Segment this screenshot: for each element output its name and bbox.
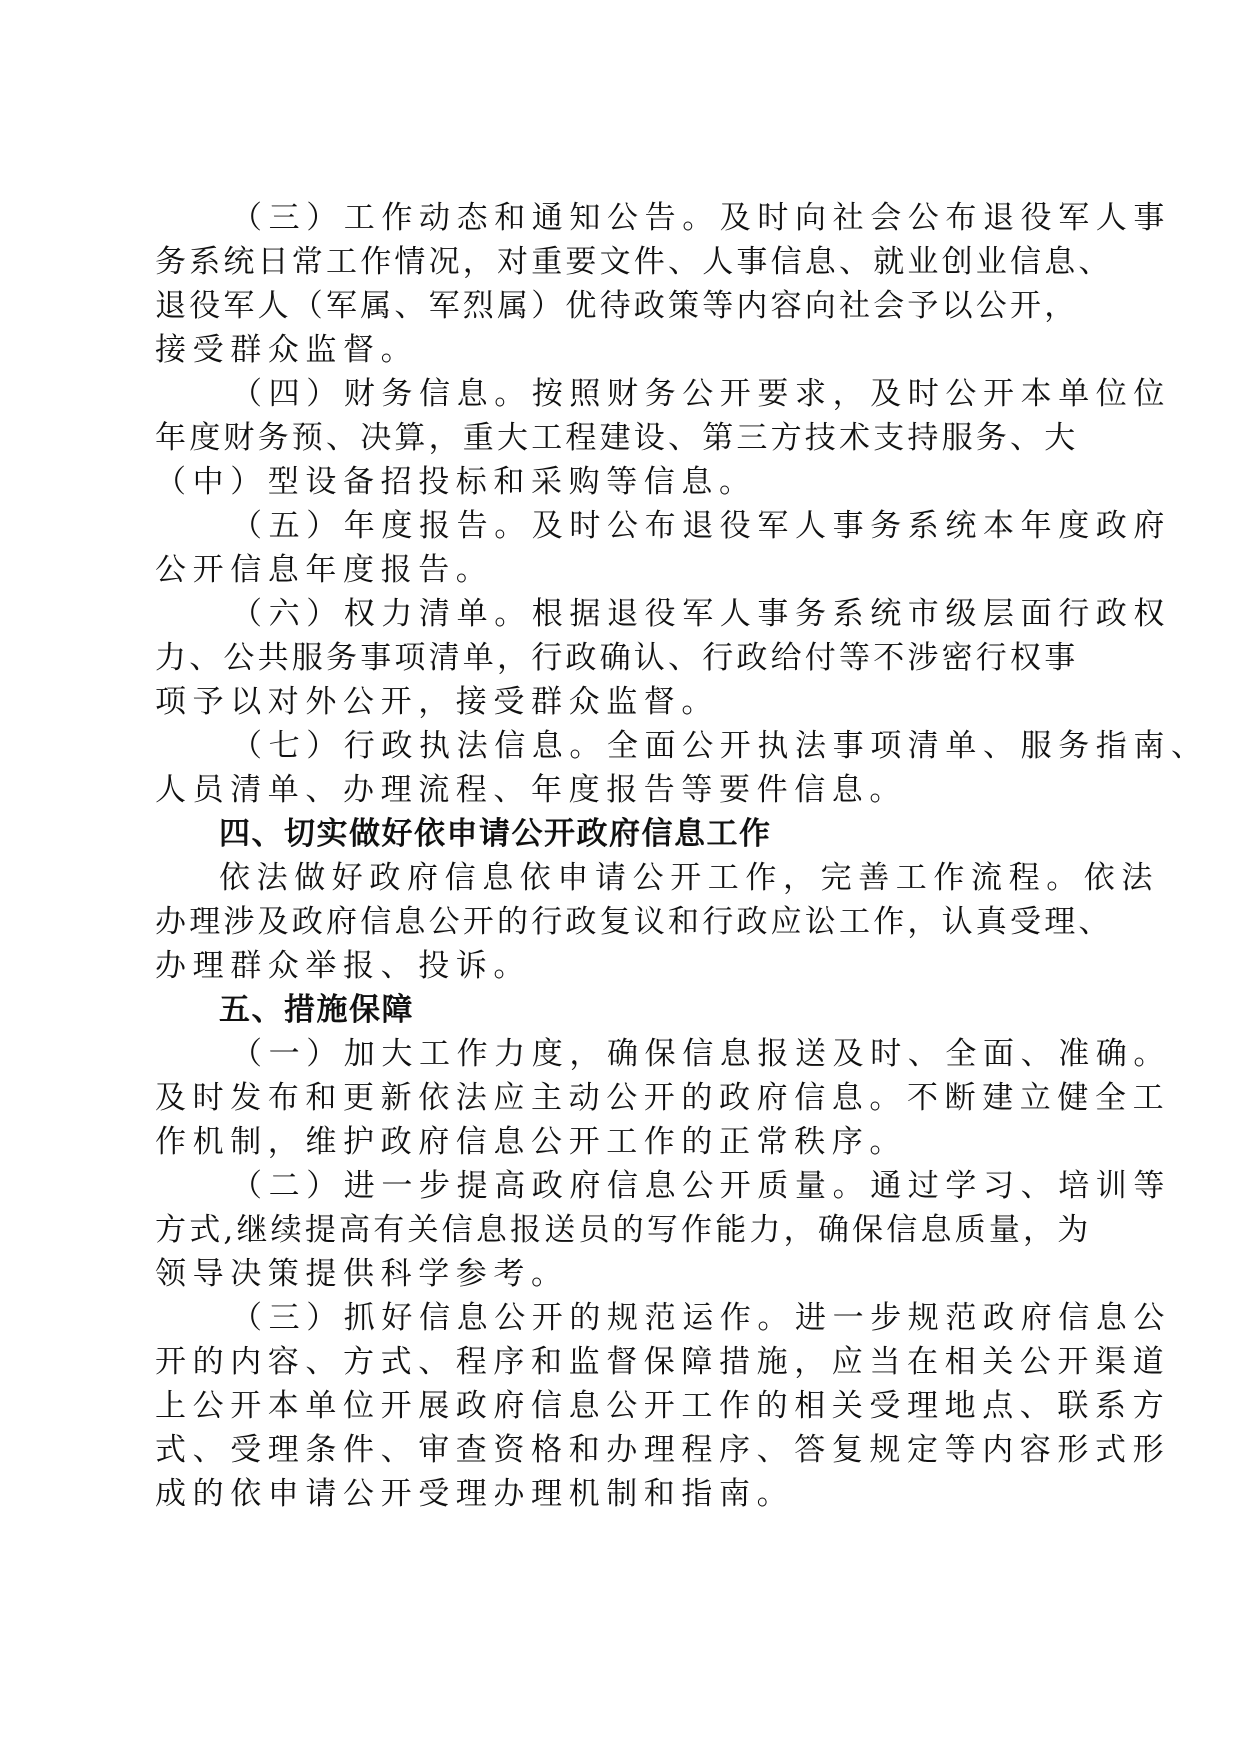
paragraph-work-intensity-line-3: 作机制，维护政府信息公开工作的正常秩序。 <box>155 1124 907 1160</box>
document-body <box>155 196 1209 1516</box>
paragraph-work-dynamics-line-1: （三）工作动态和通知公告。及时向社会公布退役军人事 <box>231 200 1171 236</box>
paragraph-financial-info-line-3: （中）型设备招投标和采购等信息。 <box>155 464 757 500</box>
paragraph-quality-line-2: 方式,继续提高有关信息报送员的写作能力，确保信息质量，为 <box>155 1212 1092 1248</box>
paragraph-work-dynamics-line-4: 接受群众监督。 <box>155 332 419 368</box>
section-heading-measures: 五、措施保障 <box>219 992 414 1028</box>
paragraph-financial-info-line-1: （四）财务信息。按照财务公开要求，及时公开本单位位 <box>231 376 1171 412</box>
paragraph-work-intensity-line-2: 及时发布和更新依法应主动公开的政府信息。不断建立健全工 <box>155 1080 1171 1116</box>
paragraph-standard-operation-line-5: 成的依申请公开受理办理机制和指南。 <box>155 1476 795 1512</box>
paragraph-standard-operation-line-2: 开的内容、方式、程序和监督保障措施，应当在相关公开渠道 <box>155 1344 1171 1380</box>
paragraph-application-disclosure-line-2: 办理涉及政府信息公开的行政复议和行政应讼工作，认真受理、 <box>155 904 1113 940</box>
paragraph-standard-operation-line-1: （三）抓好信息公开的规范运作。进一步规范政府信息公 <box>231 1300 1171 1336</box>
paragraph-standard-operation-line-4: 式、受理条件、审查资格和办理程序、答复规定等内容形式形 <box>155 1432 1171 1468</box>
paragraph-standard-operation-line-3: 上公开本单位开展政府信息公开工作的相关受理地点、联系方 <box>155 1388 1171 1424</box>
section-heading-application-disclosure: 四、切实做好依申请公开政府信息工作 <box>219 816 772 852</box>
paragraph-work-intensity-line-1: （一）加大工作力度，确保信息报送及时、全面、准确。 <box>231 1036 1171 1072</box>
paragraph-quality-line-3: 领导决策提供科学参考。 <box>155 1256 569 1292</box>
paragraph-power-list-line-3: 项予以对外公开，接受群众监督。 <box>155 684 719 720</box>
paragraph-quality-line-1: （二）进一步提高政府信息公开质量。通过学习、培训等 <box>231 1168 1171 1204</box>
paragraph-application-disclosure-line-3: 办理群众举报、投诉。 <box>155 948 531 984</box>
paragraph-annual-report-line-1: （五）年度报告。及时公布退役军人事务系统本年度政府 <box>231 508 1171 544</box>
paragraph-work-dynamics-line-2: 务系统日常工作情况，对重要文件、人事信息、就业创业信息、 <box>155 244 1113 280</box>
paragraph-law-enforcement-line-2: 人员清单、办理流程、年度报告等要件信息。 <box>155 772 907 808</box>
paragraph-financial-info-line-2: 年度财务预、决算，重大工程建设、第三方技术支持服务、大 <box>155 420 1079 456</box>
paragraph-power-list-line-1: （六）权力清单。根据退役军人事务系统市级层面行政权 <box>231 596 1171 632</box>
paragraph-annual-report-line-2: 公开信息年度报告。 <box>155 552 494 588</box>
paragraph-application-disclosure-line-1: 依法做好政府信息依申请公开工作，完善工作流程。依法 <box>219 860 1159 896</box>
paragraph-law-enforcement-line-1: （七）行政执法信息。全面公开执法事项清单、服务指南、 <box>231 728 1209 764</box>
paragraph-work-dynamics-line-3: 退役军人（军属、军烈属）优待政策等内容向社会予以公开， <box>155 288 1079 324</box>
paragraph-power-list-line-2: 力、公共服务事项清单，行政确认、行政给付等不涉密行权事 <box>155 640 1079 676</box>
